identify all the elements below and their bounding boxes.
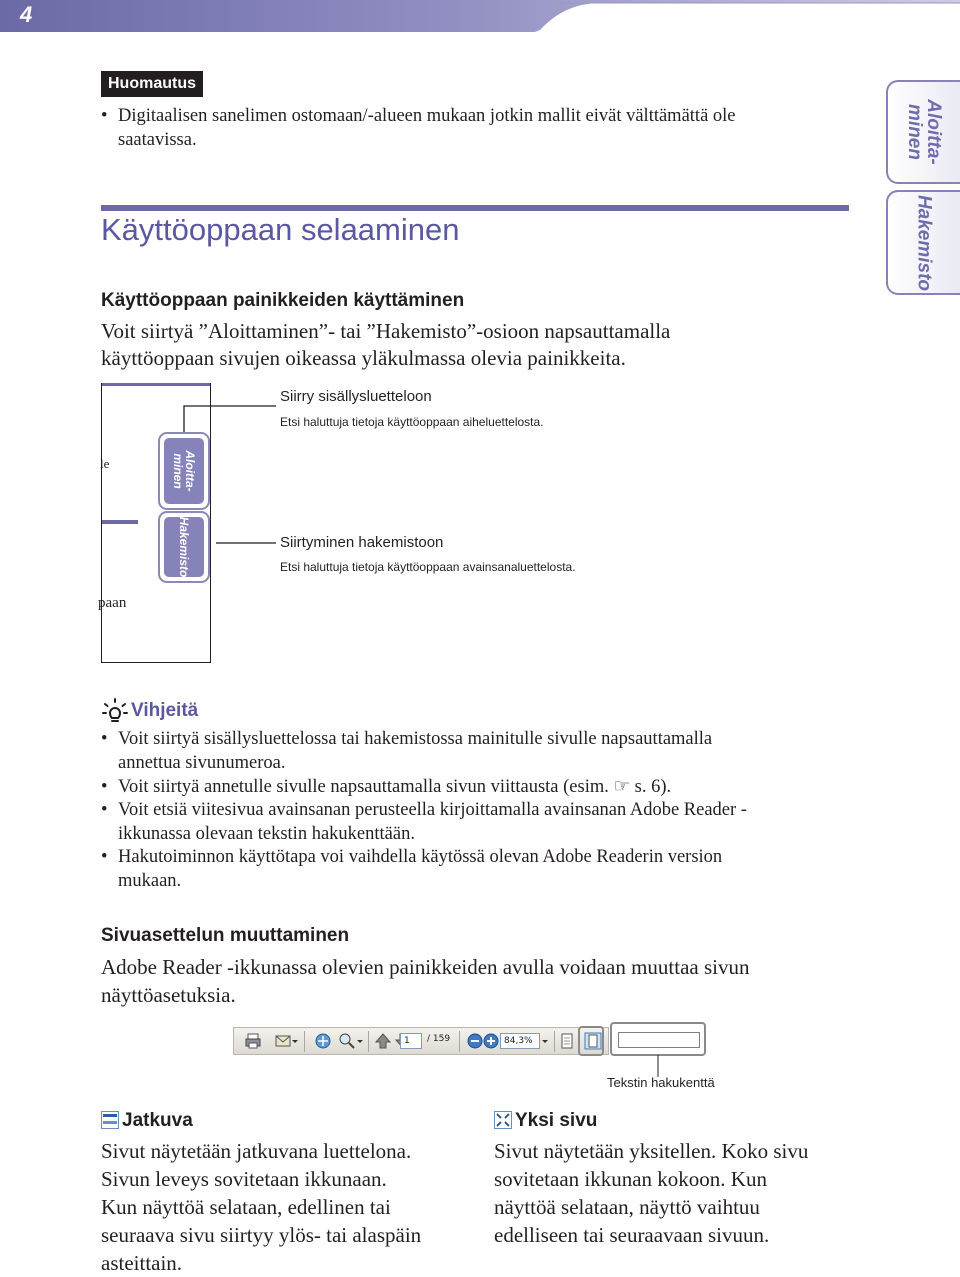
toolbar-separator [554, 1031, 555, 1052]
toolbar-separator [368, 1031, 369, 1052]
side-tab-hakemisto-label: Hakemisto [913, 194, 935, 291]
note-bullet-line2: saatavissa. [118, 130, 197, 150]
illustration-fragment-top: le [100, 456, 110, 471]
lightbulb-icon [102, 698, 128, 724]
continuous-mode-description [101, 1137, 481, 1277]
toolbar-highlight-single [578, 1026, 604, 1056]
single-page-mode-description [494, 1137, 894, 1249]
callout-2-title: Siirtyminen hakemistoon [280, 534, 444, 551]
continuous-line: asteittain. [101, 1251, 183, 1275]
buttons-body-line1: Voit siirtyä ”Aloittaminen”- tai ”Hakemisto”-osioon napsauttamalla [101, 319, 671, 343]
dropdown-icon[interactable] [541, 1032, 549, 1050]
single-line: Sivut näytetään yksitellen. Koko sivu [494, 1139, 809, 1163]
single-line: edelliseen tai seuraavaan sivuun. [494, 1223, 770, 1247]
layout-section-body-line2: näyttöasetuksia. [101, 983, 236, 1007]
zoom-field[interactable]: 84,3% [500, 1033, 540, 1049]
print-icon[interactable] [244, 1032, 262, 1050]
bullet-dot: • [101, 777, 108, 797]
callout-1-title: Siirry sisällysluetteloon [280, 388, 432, 405]
adobe-reader-toolbar [233, 1027, 609, 1055]
tip-1-line1: Voit siirtyä sisällysluettelossa tai hakemistossa mainitulle sivulle napsauttamalla [118, 729, 713, 749]
side-tab-aloittaminen-label: Aloitta- minen [904, 99, 944, 165]
tip-bullet [101, 775, 831, 799]
tip-4-line2: mukaan. [118, 871, 182, 891]
buttons-body-line2: käyttöoppaan sivujen oikeassa yläkulmassa olevia painikkeita. [101, 346, 626, 370]
tip-bullet [101, 798, 831, 846]
search-input[interactable] [618, 1032, 700, 1048]
tip-3-line1: Voit etsiä viitesivua avainsanan perusteella kirjoittamalla avainsanan Adobe Reader - [118, 800, 747, 820]
illustration-fragment-bottom: paan [98, 595, 127, 611]
illustration-tab-hakemisto: Hakemisto [158, 511, 210, 583]
continuous-line: seuraava sivu siirtyy ylös- tai alaspäin [101, 1223, 422, 1247]
buttons-subhead: Käyttöoppaan painikkeiden käyttäminen [101, 290, 465, 311]
toolbar-separator [304, 1031, 305, 1052]
tip-3-line2: ikkunassa olevaan tekstin hakukenttään. [118, 824, 415, 844]
page-number-field[interactable]: 1 [400, 1033, 422, 1049]
zoom-in-icon[interactable] [482, 1032, 500, 1050]
tip-bullet [101, 845, 831, 893]
continuous-line: Sivun leveys sovitetaan ikkunaan. [101, 1167, 387, 1191]
tips-title: Vihjeitä [131, 700, 199, 721]
layout-section-title: Sivuasettelun muuttaminen [101, 925, 350, 946]
single-line: näyttöä selataan, näyttö vaihtuu [494, 1195, 760, 1219]
page-number: 4 [20, 2, 33, 27]
dropdown-icon[interactable] [291, 1032, 299, 1050]
illustration-tab-aloittaminen: Aloitta- minen [158, 432, 210, 510]
single-line: sovitetaan ikkunan kokoon. Kun [494, 1167, 767, 1191]
bullet-dot: • [101, 800, 108, 820]
single-page-icon[interactable] [558, 1032, 576, 1050]
bullet-dot: • [101, 106, 108, 126]
section-title: Käyttöoppaan selaaminen [101, 212, 460, 247]
up-arrow-icon[interactable] [374, 1032, 392, 1050]
tip-1-line2: annettua sivunumeroa. [118, 753, 286, 773]
layout-section-body-line1: Adobe Reader -ikkunassa olevien painikkeiden avulla voidaan muuttaa sivun [101, 955, 750, 979]
single-page-mode-title: Yksi sivu [515, 1110, 598, 1131]
bullet-dot: • [101, 847, 108, 867]
email-icon[interactable] [274, 1032, 292, 1050]
tip-4-line1: Hakutoiminnon käyttötapa voi vaihdella käytössä olevan Adobe Readerin version [118, 847, 723, 867]
hand-tool-icon[interactable] [314, 1032, 332, 1050]
toolbar-separator [459, 1031, 460, 1052]
continuous-line: Sivut näytetään jatkuvana luettelona. [101, 1139, 412, 1163]
note-bullet-line1: Digitaalisen sanelimen ostomaan/-alueen mukaan jotkin mallit eivät välttämättä ole [118, 106, 736, 126]
callout-1-desc: Etsi haluttuja tietoja käyttöoppaan aiheluettelosta. [280, 415, 544, 429]
tip-2-line1: Voit siirtyä annetulle sivulle napsauttamalla sivun viittausta (esim. ☞ s. 6). [118, 777, 672, 797]
continuous-mode-title: Jatkuva [122, 1110, 193, 1131]
page-total: / 159 [427, 1034, 451, 1044]
dropdown-icon[interactable] [356, 1032, 364, 1050]
continuous-line: Kun näyttöä selataan, edellinen tai [101, 1195, 391, 1219]
search-field-highlight [610, 1022, 706, 1056]
single-page-mode-icon [494, 1111, 512, 1129]
tip-bullet [101, 727, 831, 775]
search-field-label: Tekstin hakukenttä [607, 1075, 715, 1090]
zoom-icon[interactable] [338, 1032, 356, 1050]
note-label: Huomautus [101, 71, 203, 97]
callout-2-desc: Etsi haluttuja tietoja käyttöoppaan avainsanaluettelosta. [280, 560, 576, 574]
bullet-dot: • [101, 729, 108, 749]
continuous-mode-icon [101, 1111, 119, 1129]
